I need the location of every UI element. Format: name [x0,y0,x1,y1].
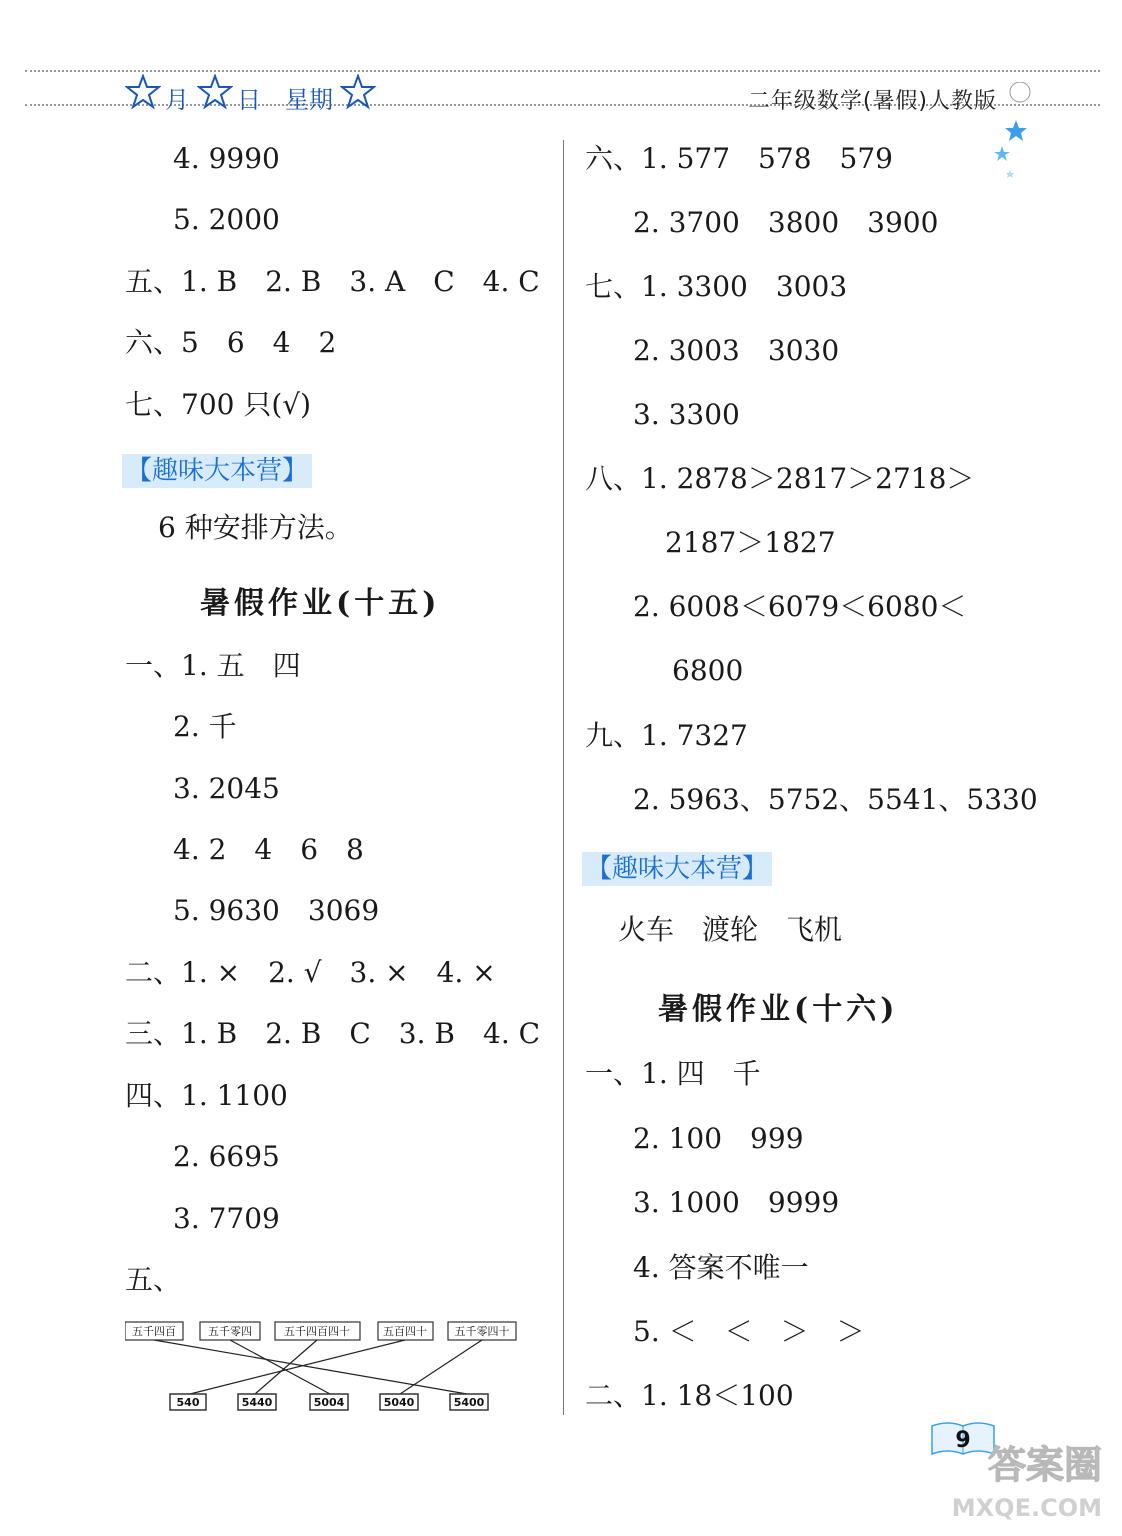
star-icon [125,74,161,110]
book-title: 二年级数学(暑假)人教版 [747,89,997,114]
answer-line: 七、1. 3300 3003 [585,270,848,303]
month-label: 月 [165,86,189,114]
answer-line: 4. 9990 [173,142,280,175]
answer-line: 3. 1000 9999 [633,1186,840,1219]
matching-lines [154,1340,482,1394]
answer-line: 六、1. 577 578 579 [585,142,893,175]
fun-camp-tag-label: 【趣味大本营】 [122,454,312,488]
star-icon [197,74,233,110]
matching-diagram [125,1318,525,1418]
header-dotted-line-top [25,70,1100,72]
decorative-stars-icon [982,82,1042,192]
answer-line: 3. 7709 [173,1202,280,1235]
number-label: 5400 [453,1396,485,1409]
fun-camp-tag-label: 【趣味大本营】 [582,852,772,886]
fun-camp-tag [122,450,312,487]
homework-title: 暑假作业(十六) [658,992,899,1027]
answer-line: 2. 3700 3800 3900 [633,206,939,239]
answer-line: 九、1. 7327 [585,719,748,752]
answer-line: 五、1. B 2. B 3. A C 4. C [125,265,540,298]
word-label: 五千四百四十 [284,1325,350,1338]
answer-line: 6 种安排方法。 [158,511,353,544]
answer-line: 5. 2000 [173,203,280,236]
answer-line: 三、1. B 2. B C 3. B 4. C [125,1017,541,1050]
answer-line: 火车 渡轮 飞机 [618,913,843,946]
answer-line: 6800 [672,654,744,687]
word-label: 五千零四 [208,1325,252,1338]
fun-camp-tag [582,848,772,885]
number-label: 5040 [383,1396,415,1409]
answer-line: 2. 5963、5752、5541、5330 [633,783,1038,816]
answer-line: 二、1. × 2. √ 3. × 4. × [125,956,496,989]
weekday-label: 星期 [285,86,333,114]
answer-line: 二、1. 18＜100 [585,1379,794,1412]
date-header [125,74,385,114]
answer-line: 4. 答案不唯一 [633,1251,809,1284]
column-divider [563,140,564,1415]
answer-line: 一、1. 四 千 [585,1057,761,1090]
answer-line: 5. 9630 3069 [173,894,380,927]
answer-line: 五、 [125,1263,182,1296]
answer-line: 5. ＜ ＜ ＞ ＞ [633,1315,865,1348]
answer-line: 2. 千 [173,710,237,743]
word-label: 五百四十 [383,1325,427,1338]
answer-line: 六、5 6 4 2 [125,326,337,359]
answer-line: 3. 3300 [633,398,740,431]
watermark-logo [932,1436,1112,1530]
svg-text:MXQE.COM: MXQE.COM [951,1494,1102,1522]
word-label: 五千四百 [132,1325,176,1338]
number-label: 5440 [241,1396,273,1409]
answer-line: 2. 3003 3030 [633,334,840,367]
answer-line: 七、700 只(√) [125,388,312,421]
answer-line: 一、1. 五 四 [125,649,301,682]
answer-line: 4. 2 4 6 8 [173,833,364,866]
answer-line: 八、1. 2878＞2817＞2718＞ [585,462,975,495]
answer-line: 四、1. 1100 [125,1079,288,1112]
answer-line: 2187＞1827 [665,526,836,559]
page-number-label: 9 [955,1428,971,1453]
homework-title: 暑假作业(十五) [200,586,441,621]
answer-line: 2. 6008＜6079＜6080＜ [633,590,967,623]
day-label: 日 [237,86,261,114]
svg-text:答案圈: 答案圈 [987,1443,1102,1487]
number-label: 540 [176,1396,200,1409]
star-icon [340,74,376,110]
word-label: 五千零四十 [454,1325,510,1338]
number-label: 5004 [313,1396,345,1409]
answer-line: 2. 6695 [173,1140,280,1173]
answer-line: 2. 100 999 [633,1122,804,1155]
answer-line: 3. 2045 [173,772,280,805]
